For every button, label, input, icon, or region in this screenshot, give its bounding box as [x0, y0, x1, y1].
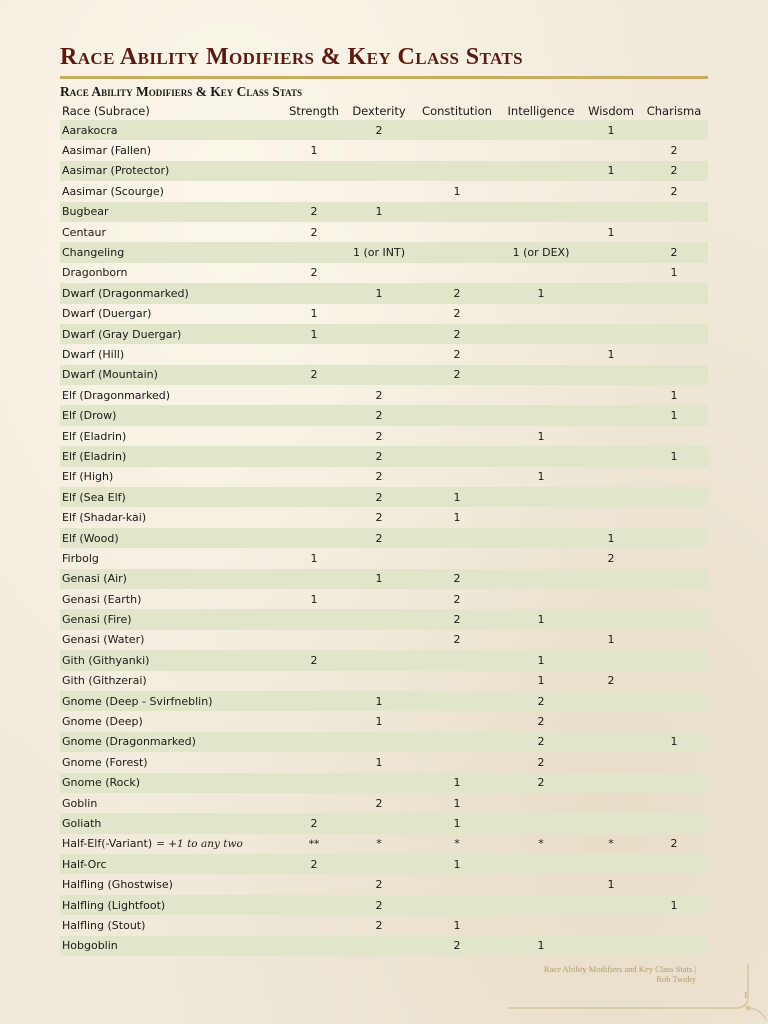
- table-row: [60, 405, 708, 425]
- dexterity-cell: 1: [375, 755, 383, 769]
- intelligence-cell: [500, 487, 582, 507]
- dexterity-cell: 2: [375, 918, 383, 932]
- charisma-cell: [636, 874, 712, 894]
- intelligence-cell: [500, 446, 582, 466]
- constitution-cell: [418, 732, 496, 752]
- dexterity-cell: 2: [375, 878, 383, 892]
- constitution-cell: [418, 405, 496, 425]
- intelligence-cell: 1: [537, 429, 545, 443]
- header-intelligence: Intelligence: [507, 104, 575, 118]
- dexterity-cell: 1: [375, 694, 383, 708]
- strength-cell: 2: [310, 816, 318, 830]
- intelligence-cell: *: [538, 837, 544, 851]
- dexterity-cell: 1: [375, 286, 383, 300]
- race-cell: Elf (Eladrin): [62, 429, 127, 443]
- charisma-cell: 2: [670, 837, 678, 851]
- wisdom-cell: 2: [607, 674, 615, 688]
- table-title: Race Ability Modifiers & Key Class Stats: [60, 84, 302, 99]
- race-cell: Genasi (Earth): [62, 592, 142, 606]
- table-row: [60, 426, 708, 446]
- constitution-cell: 2: [453, 286, 461, 300]
- charisma-cell: 2: [670, 184, 678, 198]
- race-cell: Centaur: [62, 225, 106, 239]
- constitution-cell: 1: [453, 511, 461, 525]
- dexterity-cell: [340, 548, 418, 568]
- constitution-cell: 2: [453, 368, 461, 382]
- dexterity-cell: [340, 630, 418, 650]
- intelligence-cell: [500, 263, 582, 283]
- race-cell: Elf (Wood): [62, 531, 119, 545]
- intelligence-cell: [500, 569, 582, 589]
- constitution-cell: [418, 161, 496, 181]
- intelligence-cell: 1: [537, 653, 545, 667]
- table-row: [60, 569, 708, 589]
- intelligence-cell: [500, 874, 582, 894]
- dexterity-cell: [340, 609, 418, 629]
- charisma-cell: [636, 222, 712, 242]
- charisma-cell: [636, 569, 712, 589]
- strength-cell: 1: [310, 307, 318, 321]
- race-cell: Aasimar (Fallen): [62, 144, 152, 158]
- dexterity-cell: 2: [375, 511, 383, 525]
- race-cell: Elf (High): [62, 470, 114, 484]
- charisma-cell: 2: [670, 246, 678, 260]
- charisma-cell: 1: [670, 388, 678, 402]
- wisdom-cell: *: [608, 837, 614, 851]
- wisdom-cell: 1: [607, 347, 615, 361]
- footer-line-title: Race Ability Modifiers and Key Class Stats |: [543, 964, 696, 974]
- race-cell: Goblin: [62, 796, 98, 810]
- charisma-cell: [636, 344, 712, 364]
- race-cell: Dwarf (Duergar): [62, 307, 152, 321]
- header-wisdom: Wisdom: [588, 104, 634, 118]
- race-cell: Aarakocra: [62, 123, 118, 137]
- race-cell: Half-Orc: [62, 857, 107, 871]
- table-row: [60, 202, 708, 222]
- charisma-cell: [636, 711, 712, 731]
- intelligence-cell: [500, 548, 582, 568]
- header-race: Race (Subrace): [62, 104, 150, 118]
- race-cell: Changeling: [62, 246, 125, 260]
- charisma-cell: [636, 650, 712, 670]
- table-row: [60, 140, 708, 160]
- dexterity-cell: [340, 650, 418, 670]
- table-row: [60, 936, 708, 956]
- dexterity-cell: 2: [375, 388, 383, 402]
- header-charisma: Charisma: [646, 104, 702, 118]
- race-cell: Dragonborn: [62, 266, 128, 280]
- wisdom-cell: 1: [607, 531, 615, 545]
- table-row: [60, 650, 708, 670]
- table-row: [60, 671, 708, 691]
- constitution-cell: [418, 711, 496, 731]
- charisma-cell: [636, 773, 712, 793]
- intelligence-cell: [500, 202, 582, 222]
- charisma-cell: [636, 609, 712, 629]
- dexterity-cell: 1: [375, 572, 383, 586]
- constitution-cell: [418, 874, 496, 894]
- header-constitution: Constitution: [422, 104, 492, 118]
- page-title: Race Ability Modifiers & Key Class Stats: [60, 44, 523, 70]
- dexterity-cell: [340, 140, 418, 160]
- strength-cell: 1: [310, 144, 318, 158]
- intelligence-cell: 2: [537, 694, 545, 708]
- table-row: [60, 732, 708, 752]
- race-cell: Gnome (Rock): [62, 776, 141, 790]
- intelligence-cell: [500, 385, 582, 405]
- constitution-cell: 2: [453, 633, 461, 647]
- constitution-cell: 2: [453, 613, 461, 627]
- table-row: [60, 854, 708, 874]
- strength-cell: 2: [310, 857, 318, 871]
- wisdom-cell: 1: [607, 633, 615, 647]
- charisma-cell: 1: [670, 409, 678, 423]
- table-row: [60, 242, 708, 262]
- table-row: [60, 263, 708, 283]
- table-row: [60, 528, 708, 548]
- dexterity-cell: [340, 324, 418, 344]
- table-row: [60, 711, 708, 731]
- race-cell: Halfling (Lightfoot): [62, 898, 166, 912]
- constitution-cell: [418, 263, 496, 283]
- dexterity-cell: 1: [375, 715, 383, 729]
- intelligence-cell: [500, 895, 582, 915]
- charisma-cell: [636, 426, 712, 446]
- table-row: [60, 752, 708, 772]
- corner-ornament-icon: [508, 964, 768, 1024]
- intelligence-cell: [500, 854, 582, 874]
- race-cell: Genasi (Water): [62, 633, 145, 647]
- dexterity-cell: [340, 732, 418, 752]
- constitution-cell: [418, 691, 496, 711]
- table-row: [60, 324, 708, 344]
- table-row: [60, 548, 708, 568]
- wisdom-cell: 1: [607, 878, 615, 892]
- table-row: [60, 609, 708, 629]
- table-row: [60, 120, 708, 140]
- strength-cell: **: [308, 837, 320, 850]
- dexterity-cell: 2: [375, 898, 383, 912]
- charisma-cell: [636, 936, 712, 956]
- table-row: [60, 365, 708, 385]
- constitution-cell: [418, 242, 496, 262]
- charisma-cell: [636, 854, 712, 874]
- intelligence-cell: [500, 915, 582, 935]
- charisma-cell: [636, 283, 712, 303]
- dexterity-cell: [340, 773, 418, 793]
- race-cell: Dwarf (Hill): [62, 347, 125, 361]
- race-cell: Dwarf (Dragonmarked): [62, 286, 189, 300]
- intelligence-cell: [500, 140, 582, 160]
- intelligence-cell: [500, 120, 582, 140]
- race-cell: Elf (Drow): [62, 409, 117, 423]
- charisma-cell: [636, 630, 712, 650]
- constitution-cell: 1: [453, 776, 461, 790]
- charisma-cell: [636, 589, 712, 609]
- race-cell: Gnome (Dragonmarked): [62, 735, 196, 749]
- charisma-cell: 2: [670, 144, 678, 158]
- strength-cell: 1: [310, 551, 318, 565]
- race-cell: Firbolg: [62, 551, 99, 565]
- constitution-cell: [418, 895, 496, 915]
- charisma-cell: [636, 467, 712, 487]
- dexterity-cell: 2: [375, 490, 383, 504]
- table-row: [60, 507, 708, 527]
- intelligence-cell: [500, 365, 582, 385]
- strength-cell: 1: [310, 327, 318, 341]
- footer-line-author: Rob Twohy: [656, 974, 696, 984]
- table-row: [60, 915, 708, 935]
- constitution-cell: [418, 120, 496, 140]
- dexterity-cell: [340, 344, 418, 364]
- table-row: [60, 344, 708, 364]
- charisma-cell: [636, 671, 712, 691]
- constitution-cell: 2: [453, 592, 461, 606]
- table-row: [60, 283, 708, 303]
- table-row: [60, 895, 708, 915]
- race-cell: Halfling (Stout): [62, 918, 146, 932]
- charisma-cell: [636, 752, 712, 772]
- charisma-cell: [636, 304, 712, 324]
- race-cell: Gnome (Deep): [62, 715, 143, 729]
- strength-cell: 2: [310, 368, 318, 382]
- strength-cell: 2: [310, 653, 318, 667]
- table-header: [60, 102, 708, 120]
- constitution-cell: 1: [453, 184, 461, 198]
- charisma-cell: [636, 120, 712, 140]
- page-number: 1: [743, 990, 748, 1000]
- constitution-cell: [418, 650, 496, 670]
- intelligence-cell: 2: [537, 755, 545, 769]
- charisma-cell: [636, 691, 712, 711]
- intelligence-cell: [500, 589, 582, 609]
- header-strength: Strength: [289, 104, 339, 118]
- race-cell: Elf (Eladrin): [62, 449, 127, 463]
- race-cell: Dwarf (Mountain): [62, 368, 158, 382]
- constitution-cell: [418, 222, 496, 242]
- race-cell: Aasimar (Protector): [62, 164, 170, 178]
- charisma-cell: [636, 507, 712, 527]
- dexterity-cell: 2: [375, 531, 383, 545]
- constitution-cell: *: [454, 837, 460, 851]
- strength-cell: 2: [310, 205, 318, 219]
- intelligence-cell: [500, 181, 582, 201]
- intelligence-cell: 2: [537, 715, 545, 729]
- charisma-cell: 1: [670, 266, 678, 280]
- dexterity-cell: 2: [375, 449, 383, 463]
- intelligence-cell: [500, 813, 582, 833]
- intelligence-cell: 2: [537, 735, 545, 749]
- constitution-cell: 1: [453, 796, 461, 810]
- intelligence-cell: [500, 304, 582, 324]
- constitution-cell: 2: [453, 347, 461, 361]
- constitution-cell: [418, 426, 496, 446]
- table-row: [60, 793, 708, 813]
- dexterity-cell: [340, 304, 418, 324]
- constitution-cell: [418, 752, 496, 772]
- constitution-cell: 1: [453, 857, 461, 871]
- race-cell: Dwarf (Gray Duergar): [62, 327, 182, 341]
- table-row: [60, 446, 708, 466]
- constitution-cell: [418, 671, 496, 691]
- table-row: [60, 813, 708, 833]
- dexterity-cell: *: [376, 837, 382, 851]
- dexterity-cell: 1 (or INT): [352, 246, 406, 260]
- race-cell: Aasimar (Scourge): [62, 184, 164, 198]
- table-row: [60, 589, 708, 609]
- constitution-cell: [418, 140, 496, 160]
- race-cell: Genasi (Fire): [62, 613, 132, 627]
- intelligence-cell: 1: [537, 470, 545, 484]
- dexterity-cell: [340, 365, 418, 385]
- dexterity-cell: 2: [375, 470, 383, 484]
- charisma-cell: 1: [670, 449, 678, 463]
- strength-cell: 2: [310, 225, 318, 239]
- constitution-cell: [418, 202, 496, 222]
- intelligence-cell: [500, 344, 582, 364]
- race-cell: Gith (Githyanki): [62, 653, 150, 667]
- wisdom-cell: 1: [607, 225, 615, 239]
- strength-cell: 1: [310, 592, 318, 606]
- table-row: [60, 773, 708, 793]
- charisma-cell: [636, 365, 712, 385]
- table-row: [60, 691, 708, 711]
- intelligence-cell: 1: [537, 286, 545, 300]
- half-elf-note: = +1 to any two: [156, 837, 243, 850]
- dexterity-cell: [340, 263, 418, 283]
- constitution-cell: [418, 446, 496, 466]
- constitution-cell: 2: [453, 327, 461, 341]
- race-cell: Gnome (Forest): [62, 755, 148, 769]
- table-row: [60, 874, 708, 894]
- constitution-cell: [418, 467, 496, 487]
- table-row: [60, 304, 708, 324]
- dexterity-cell: [340, 181, 418, 201]
- dexterity-cell: [340, 222, 418, 242]
- constitution-cell: 1: [453, 918, 461, 932]
- dexterity-cell: [340, 671, 418, 691]
- dexterity-cell: [340, 854, 418, 874]
- table-body: [60, 120, 708, 956]
- charisma-cell: 1: [670, 898, 678, 912]
- constitution-cell: 2: [453, 572, 461, 586]
- dexterity-cell: [340, 161, 418, 181]
- intelligence-cell: 1: [537, 939, 545, 953]
- race-cell: Genasi (Air): [62, 572, 127, 586]
- race-cell: Elf (Sea Elf): [62, 490, 126, 504]
- wisdom-cell: 1: [607, 123, 615, 137]
- dexterity-cell: 1: [375, 205, 383, 219]
- charisma-cell: 2: [670, 164, 678, 178]
- table-row: [60, 630, 708, 650]
- title-divider: [60, 76, 708, 79]
- charisma-cell: [636, 915, 712, 935]
- intelligence-cell: [500, 528, 582, 548]
- constitution-cell: [418, 528, 496, 548]
- constitution-cell: 2: [453, 307, 461, 321]
- constitution-cell: [418, 385, 496, 405]
- header-dexterity: Dexterity: [352, 104, 406, 118]
- charisma-cell: [636, 202, 712, 222]
- table-row: [60, 467, 708, 487]
- wisdom-cell: 2: [607, 551, 615, 565]
- intelligence-cell: 1: [537, 613, 545, 627]
- race-cell: Half-Elf(-Variant) = +1 to any two: [62, 837, 243, 851]
- table-row: [60, 161, 708, 181]
- intelligence-cell: [500, 630, 582, 650]
- dexterity-cell: 2: [375, 429, 383, 443]
- intelligence-cell: [500, 222, 582, 242]
- table-row: [60, 385, 708, 405]
- race-cell: Halfling (Ghostwise): [62, 878, 173, 892]
- dexterity-cell: [340, 813, 418, 833]
- charisma-cell: [636, 813, 712, 833]
- dexterity-cell: [340, 936, 418, 956]
- intelligence-cell: 2: [537, 776, 545, 790]
- race-cell: Gith (Githzerai): [62, 674, 147, 688]
- constitution-cell: 1: [453, 490, 461, 504]
- race-cell: Gnome (Deep - Svirfneblin): [62, 694, 213, 708]
- race-cell: Hobgoblin: [62, 939, 118, 953]
- intelligence-cell: [500, 161, 582, 181]
- constitution-cell: 1: [453, 816, 461, 830]
- intelligence-cell: [500, 324, 582, 344]
- dexterity-cell: 2: [375, 123, 383, 137]
- dexterity-cell: 2: [375, 796, 383, 810]
- charisma-cell: [636, 528, 712, 548]
- strength-cell: 2: [310, 266, 318, 280]
- dexterity-cell: [340, 589, 418, 609]
- constitution-cell: 2: [453, 939, 461, 953]
- dexterity-cell: 2: [375, 409, 383, 423]
- table-row: [60, 181, 708, 201]
- table-row: [60, 222, 708, 242]
- charisma-cell: [636, 793, 712, 813]
- race-cell: Elf (Shadar-kai): [62, 511, 147, 525]
- race-cell: Bugbear: [62, 205, 109, 219]
- intelligence-cell: [500, 405, 582, 425]
- intelligence-cell: [500, 793, 582, 813]
- race-cell: Elf (Dragonmarked): [62, 388, 171, 402]
- table-row: [60, 487, 708, 507]
- intelligence-cell: [500, 507, 582, 527]
- intelligence-cell: 1 (or DEX): [512, 246, 570, 260]
- charisma-cell: 1: [670, 735, 678, 749]
- intelligence-cell: 1: [537, 674, 545, 688]
- table-row: [60, 834, 708, 854]
- charisma-cell: [636, 487, 712, 507]
- charisma-cell: [636, 548, 712, 568]
- constitution-cell: [418, 548, 496, 568]
- wisdom-cell: 1: [607, 164, 615, 178]
- charisma-cell: [636, 324, 712, 344]
- race-cell: Goliath: [62, 816, 102, 830]
